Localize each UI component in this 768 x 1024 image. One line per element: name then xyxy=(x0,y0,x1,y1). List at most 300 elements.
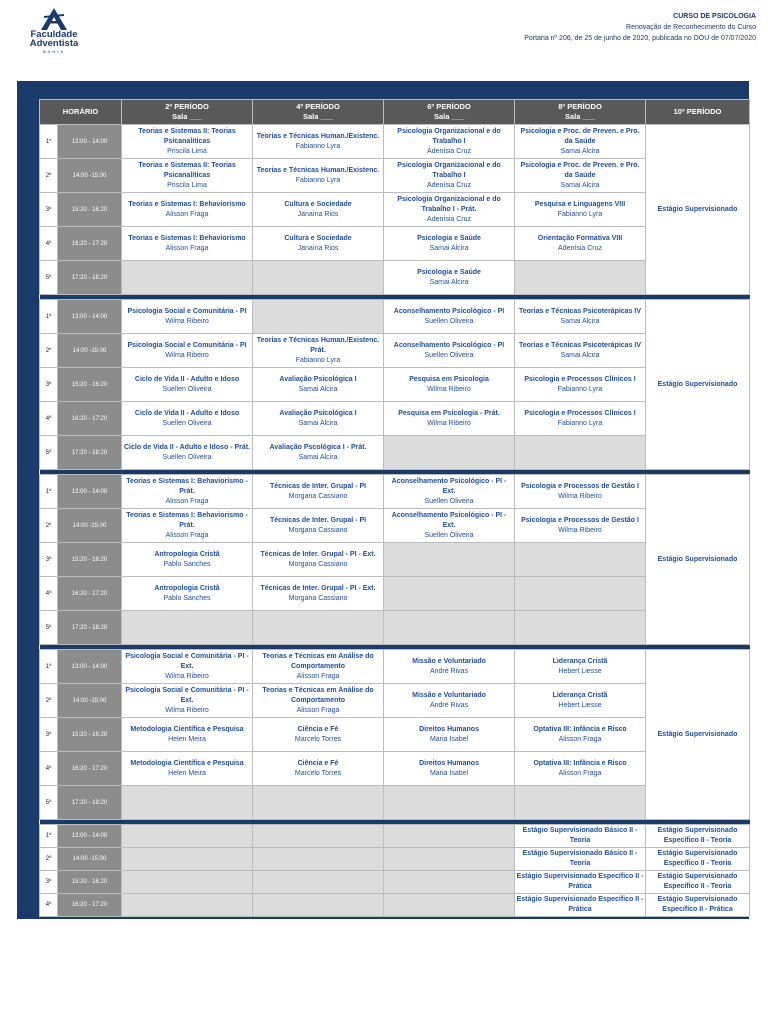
professor-name: Suellen Oliveira xyxy=(162,385,212,393)
course-name: Estágio Supervisionado Específico II - Prática xyxy=(516,896,644,913)
professor-name: Suellen Oliveira xyxy=(162,453,212,461)
professor-name: Fabianno Lyra xyxy=(295,356,341,364)
slot-time: 15:20 - 16:20 xyxy=(58,368,122,402)
class-cell xyxy=(384,475,515,509)
empty-slot xyxy=(253,300,384,334)
class-cell xyxy=(515,193,646,227)
schedule-top-bar xyxy=(17,81,749,99)
class-cell xyxy=(515,894,646,917)
professor-name: Marcelo Torres xyxy=(294,769,342,777)
slot-number: 4º xyxy=(40,227,58,261)
professor-name: Samai Alcira xyxy=(429,244,469,252)
internship-label: Estágio Supervisionado xyxy=(657,730,738,738)
professor-name: Samai Alcira xyxy=(560,181,600,189)
course-name: Ciclo de Vida II - Adulto e Idoso xyxy=(134,409,240,417)
schedule-row xyxy=(40,261,750,295)
professor-name: Morgana Cassiano xyxy=(288,594,348,602)
schedule-row xyxy=(40,752,750,786)
course-name: Psicologia Organizacional e do Trabalho I xyxy=(397,127,501,145)
slot-time: 15:20 - 16:20 xyxy=(58,718,122,752)
class-cell xyxy=(515,227,646,261)
empty-slot xyxy=(384,577,515,611)
slot-number: 2º xyxy=(40,159,58,193)
slot-number: 4º xyxy=(40,577,58,611)
empty-slot xyxy=(515,786,646,820)
course-name: Estágio Supervisionado Específico II - Teoria xyxy=(657,850,738,867)
schedule-row xyxy=(40,577,750,611)
course-name: Direitos Humanos xyxy=(419,725,479,733)
professor-name: Suellen Oliveira xyxy=(424,317,474,325)
course-name: Aconselhamento Psicológico - PI xyxy=(393,307,505,315)
course-name: Psicologia e Processos de Gestão I xyxy=(521,516,639,524)
empty-slot xyxy=(384,543,515,577)
slot-number: 1º xyxy=(40,125,58,159)
professor-name: Samai Alcira xyxy=(560,351,600,359)
schedule-row xyxy=(40,543,750,577)
course-name: Técnicas de Inter. Grupal - PI - Ext. xyxy=(260,584,376,592)
professor-name: Marcelo Torres xyxy=(294,735,342,743)
course-name: Antropologia Cristã xyxy=(154,550,220,558)
course-name: Estágio Supervisionado Específico II - Teoria xyxy=(657,827,738,844)
slot-number: 2º xyxy=(40,509,58,543)
empty-slot xyxy=(515,577,646,611)
professor-name: Suellen Oliveira xyxy=(162,419,212,427)
class-cell xyxy=(515,334,646,368)
class-cell xyxy=(253,543,384,577)
schedule-row xyxy=(40,159,750,193)
professor-name: Morgana Cassiano xyxy=(288,526,348,534)
course-name: Psicologia Social e Comunitária - PI xyxy=(127,341,247,349)
course-name: Ciência e Fé xyxy=(297,725,339,733)
course-name: Teorias e Técnicas em Análise do Comportamento xyxy=(262,652,374,670)
class-cell xyxy=(253,684,384,718)
professor-name: Fabianno Lyra xyxy=(557,385,603,393)
slot-time: 15:20 - 16:20 xyxy=(58,543,122,577)
class-cell xyxy=(253,752,384,786)
class-cell xyxy=(384,368,515,402)
schedule-row xyxy=(40,894,750,917)
class-cell xyxy=(122,436,253,470)
course-name: Psicologia e Processos Clínicos I xyxy=(524,375,636,383)
professor-name: Adenísia Cruz xyxy=(427,181,471,189)
class-cell xyxy=(253,125,384,159)
class-cell xyxy=(515,871,646,894)
empty-slot xyxy=(122,786,253,820)
schedule-row xyxy=(40,825,750,848)
slot-time: 13:00 - 14:00 xyxy=(58,475,122,509)
logo-line-1: Faculdade xyxy=(30,29,78,40)
empty-slot xyxy=(122,848,253,871)
slot-time: 17:20 - 18:20 xyxy=(58,261,122,295)
empty-slot xyxy=(253,611,384,645)
slot-time: 16:20 - 17:20 xyxy=(58,894,122,917)
class-cell xyxy=(384,300,515,334)
professor-name: Alisson Fraga xyxy=(558,735,602,743)
class-cell xyxy=(384,125,515,159)
class-cell xyxy=(515,125,646,159)
course-subtitle: Renovação de Reconhecimento do Curso xyxy=(626,24,756,31)
slot-number: 3º xyxy=(40,718,58,752)
professor-name: Samai Alcira xyxy=(429,278,469,286)
professor-name: Hebert Liesse xyxy=(558,701,602,709)
empty-slot xyxy=(515,436,646,470)
class-cell xyxy=(253,577,384,611)
course-title: CURSO DE PSICOLOGIA xyxy=(673,13,756,20)
schedule-row xyxy=(40,718,750,752)
slot-number: 1º xyxy=(40,475,58,509)
class-cell xyxy=(515,368,646,402)
class-cell xyxy=(515,509,646,543)
col-period-10: 10º PERÍODO xyxy=(646,100,750,125)
slot-number: 1º xyxy=(40,825,58,848)
class-cell xyxy=(515,159,646,193)
slot-number: 3º xyxy=(40,193,58,227)
course-name: Teorias e Técnicas Human./Existenc. xyxy=(256,132,380,140)
logo-mark-icon xyxy=(41,8,67,30)
empty-slot xyxy=(253,825,384,848)
course-name: Missão e Voluntariado xyxy=(412,691,486,699)
col-period-6: 6º PERÍODO Sala ___ xyxy=(384,100,515,125)
professor-name: Fabianno Lyra xyxy=(557,419,603,427)
class-cell xyxy=(122,193,253,227)
class-cell xyxy=(384,402,515,436)
professor-name: Wilma Ribeiro xyxy=(165,672,209,680)
class-cell xyxy=(253,193,384,227)
class-cell xyxy=(122,543,253,577)
slot-time: 13:00 - 14:00 xyxy=(58,825,122,848)
class-cell xyxy=(384,193,515,227)
empty-slot xyxy=(515,261,646,295)
class-cell xyxy=(122,300,253,334)
course-name: Estágio Supervisionado Básico II - Teoria xyxy=(522,850,638,867)
professor-name: Samai Alcira xyxy=(298,453,338,461)
professor-name: Adenísia Cruz xyxy=(427,215,471,223)
professor-name: Wilma Ribeiro xyxy=(165,351,209,359)
course-name: Aconselhamento Psicológico - PI - Ext. xyxy=(391,511,507,529)
class-cell xyxy=(253,718,384,752)
internship-label: Estágio Supervisionado xyxy=(657,205,738,213)
professor-name: Pablo Sanches xyxy=(163,560,211,568)
class-cell xyxy=(515,300,646,334)
slot-time: 13:00 - 14:00 xyxy=(58,300,122,334)
professor-name: André Rivas xyxy=(429,667,469,675)
course-name: Optativa III: Infância e Risco xyxy=(533,725,627,733)
class-cell xyxy=(384,334,515,368)
schedule-row xyxy=(40,475,750,509)
professor-name: Hebert Liesse xyxy=(558,667,602,675)
professor-name: Wilma Ribeiro xyxy=(427,385,471,393)
course-name: Cultura e Sociedade xyxy=(284,234,352,242)
course-name: Estágio Supervisionado Específico II - Prática xyxy=(657,896,738,913)
class-cell xyxy=(253,475,384,509)
professor-name: André Rivas xyxy=(429,701,469,709)
slot-time: 14:00 -15:00 xyxy=(58,848,122,871)
empty-slot xyxy=(384,611,515,645)
professor-name: Suellen Oliveira xyxy=(424,531,474,539)
empty-slot xyxy=(384,786,515,820)
course-name: Psicologia e Processos Clínicos I xyxy=(524,409,636,417)
slot-time: 16:20 - 17:20 xyxy=(58,402,122,436)
professor-name: Morgana Cassiano xyxy=(288,560,348,568)
class-cell xyxy=(515,825,646,848)
course-name: Orientação Formativa VIII xyxy=(537,234,623,242)
empty-slot xyxy=(122,894,253,917)
course-name: Pesquisa em Psicologia xyxy=(409,375,489,383)
professor-name: Maria Isabel xyxy=(429,735,469,743)
document-header xyxy=(524,11,756,44)
professor-name: Suellen Oliveira xyxy=(424,351,474,359)
class-cell xyxy=(384,752,515,786)
col-horario: HORÁRIO xyxy=(40,100,122,125)
slot-time: 14:00 -15:00 xyxy=(58,509,122,543)
schedule-row xyxy=(40,334,750,368)
empty-slot xyxy=(384,871,515,894)
course-name: Pesquisa em Psicologia - Prát. xyxy=(398,409,500,417)
slot-number: 3º xyxy=(40,368,58,402)
slot-time: 17:20 - 18:20 xyxy=(58,786,122,820)
professor-name: Priscila Lima xyxy=(167,181,207,189)
class-cell xyxy=(646,848,750,871)
course-name: Psicologia e Saúde xyxy=(417,234,481,242)
course-name: Cultura e Sociedade xyxy=(284,200,352,208)
course-name: Direitos Humanos xyxy=(419,759,479,767)
course-name: Estágio Supervisionado Específico II - Prática xyxy=(516,873,644,890)
professor-name: Suellen Oliveira xyxy=(424,497,474,505)
professor-name: Janaína Rios xyxy=(297,244,339,252)
slot-number: 5º xyxy=(40,786,58,820)
professor-name: Fabianno Lyra xyxy=(295,176,341,184)
class-cell xyxy=(515,684,646,718)
class-cell xyxy=(122,227,253,261)
course-name: Ciência e Fé xyxy=(297,759,339,767)
class-cell xyxy=(122,475,253,509)
course-name: Psicologia Social e Comunitária - PI - Ext. xyxy=(125,652,249,670)
logo xyxy=(18,8,90,60)
empty-slot xyxy=(253,786,384,820)
course-name: Teorias e Técnicas Human./Existenc. xyxy=(256,166,380,174)
internship-cell xyxy=(646,650,750,820)
schedule-row xyxy=(40,300,750,334)
empty-slot xyxy=(515,611,646,645)
professor-name: Wilma Ribeiro xyxy=(165,317,209,325)
class-cell xyxy=(253,650,384,684)
course-name: Psicologia Organizacional e do Trabalho I xyxy=(397,161,501,179)
slot-time: 13:00 - 14:00 xyxy=(58,125,122,159)
professor-name: Wilma Ribeiro xyxy=(558,526,602,534)
col-period-8: 8º PERÍODO Sala ___ xyxy=(515,100,646,125)
course-name: Estágio Supervisionado Básico II - Teoria xyxy=(522,827,638,844)
class-cell xyxy=(253,509,384,543)
slot-number: 5º xyxy=(40,436,58,470)
empty-slot xyxy=(122,871,253,894)
class-cell xyxy=(646,871,750,894)
course-name: Teorias e Técnicas em Análise do Comportamento xyxy=(262,686,374,704)
professor-name: Alisson Fraga xyxy=(165,531,209,539)
class-cell xyxy=(122,718,253,752)
slot-time: 16:20 - 17:20 xyxy=(58,752,122,786)
schedule-row xyxy=(40,125,750,159)
slot-time: 14:00 -15:00 xyxy=(58,334,122,368)
class-cell xyxy=(253,159,384,193)
schedule-row xyxy=(40,871,750,894)
course-name: Teorias e Sistemas I: Behaviorismo - Prát. xyxy=(126,477,248,495)
slot-time: 14:00 -15:00 xyxy=(58,684,122,718)
class-cell xyxy=(515,848,646,871)
slot-number: 2º xyxy=(40,848,58,871)
empty-slot xyxy=(122,825,253,848)
schedule-row xyxy=(40,368,750,402)
schedule-row xyxy=(40,848,750,871)
course-name: Teorias e Sistemas I: Behaviorismo xyxy=(128,234,246,242)
schedule-row xyxy=(40,509,750,543)
professor-name: Adenísia Cruz xyxy=(558,244,602,252)
professor-name: Janaína Rios xyxy=(297,210,339,218)
ordinance-text: Portaria nº 206, de 25 de junho de 2020, publicada no DOU de 07/07/2020 xyxy=(524,35,756,42)
course-name: Psicologia e Proc. de Preven. e Pro. da Saúde xyxy=(520,161,640,179)
slot-time: 17:20 - 18:20 xyxy=(58,436,122,470)
professor-name: Samai Alcira xyxy=(560,147,600,155)
class-cell xyxy=(253,436,384,470)
professor-name: Alisson Fraga xyxy=(165,210,209,218)
slot-number: 3º xyxy=(40,871,58,894)
slot-number: 2º xyxy=(40,334,58,368)
professor-name: Wilma Ribeiro xyxy=(165,706,209,714)
slot-number: 4º xyxy=(40,894,58,917)
empty-slot xyxy=(253,261,384,295)
course-name: Missão e Voluntariado xyxy=(412,657,486,665)
course-name: Ciclo de Vida II - Adulto e Idoso xyxy=(134,375,240,383)
class-cell xyxy=(515,718,646,752)
course-name: Aconselhamento Psicológico - PI xyxy=(393,341,505,349)
schedule-row xyxy=(40,402,750,436)
course-name: Técnicas de Inter. Grupal - PI xyxy=(269,516,367,524)
schedule-row xyxy=(40,684,750,718)
class-cell xyxy=(515,752,646,786)
class-cell xyxy=(515,650,646,684)
course-name: Psicologia Social e Comunitária - PI xyxy=(127,307,247,315)
slot-time: 16:20 - 17:20 xyxy=(58,227,122,261)
header-row xyxy=(40,100,750,125)
professor-name: Alisson Fraga xyxy=(296,672,340,680)
class-cell xyxy=(253,334,384,368)
slot-time: 14:00 -15:00 xyxy=(58,159,122,193)
class-cell xyxy=(122,752,253,786)
schedule-frame xyxy=(17,81,749,919)
professor-name: Morgana Cassiano xyxy=(288,492,348,500)
empty-slot xyxy=(515,543,646,577)
schedule-row xyxy=(40,227,750,261)
logo-line-2: Adventista xyxy=(29,38,79,49)
internship-cell xyxy=(646,125,750,295)
empty-slot xyxy=(384,825,515,848)
course-name: Teorias e Sistemas I: Behaviorismo - Prát. xyxy=(126,511,248,529)
professor-name: Priscila Lima xyxy=(167,147,207,155)
class-cell xyxy=(515,475,646,509)
internship-cell xyxy=(646,300,750,470)
course-name: Estágio Supervisionado Específico II - Teoria xyxy=(657,873,738,890)
class-cell xyxy=(122,159,253,193)
schedule-row xyxy=(40,786,750,820)
course-name: Psicologia e Saúde xyxy=(417,268,481,276)
course-name: Liderança Cristã xyxy=(552,691,608,699)
professor-name: Helen Meira xyxy=(168,769,206,777)
course-name: Teorias e Sistemas II: Teorias Psicanalíticas xyxy=(138,161,236,179)
class-cell xyxy=(122,577,253,611)
course-name: Psicologia Organizacional e do Trabalho I - Prát. xyxy=(397,195,501,213)
schedule-table xyxy=(39,99,750,917)
slot-number: 4º xyxy=(40,402,58,436)
empty-slot xyxy=(384,436,515,470)
class-cell xyxy=(384,718,515,752)
professor-name: Samai Alcira xyxy=(560,317,600,325)
class-cell xyxy=(384,227,515,261)
class-cell xyxy=(515,402,646,436)
professor-name: Alisson Fraga xyxy=(296,706,340,714)
course-name: Metodologia Científica e Pesquisa xyxy=(130,759,244,767)
professor-name: Alisson Fraga xyxy=(165,497,209,505)
course-name: Teorias e Sistemas I: Behaviorismo xyxy=(128,200,246,208)
professor-name: Samai Alcira xyxy=(298,419,338,427)
internship-label: Estágio Supervisionado xyxy=(657,555,738,563)
class-cell xyxy=(122,684,253,718)
class-cell xyxy=(253,227,384,261)
slot-number: 1º xyxy=(40,650,58,684)
class-cell xyxy=(384,650,515,684)
course-name: Teorias e Técnicas Psicoterápicas IV xyxy=(518,307,642,315)
class-cell xyxy=(646,894,750,917)
schedule-row xyxy=(40,193,750,227)
course-name: Avaliação Psicológica I xyxy=(279,375,357,383)
slot-time: 15:20 - 16:20 xyxy=(58,193,122,227)
professor-name: Fabianno Lyra xyxy=(295,142,341,150)
course-name: Optativa III: Infância e Risco xyxy=(533,759,627,767)
class-cell xyxy=(384,261,515,295)
class-cell xyxy=(122,650,253,684)
class-cell xyxy=(122,125,253,159)
slot-time: 17:20 - 18:20 xyxy=(58,611,122,645)
empty-slot xyxy=(384,848,515,871)
slot-number: 1º xyxy=(40,300,58,334)
empty-slot xyxy=(253,848,384,871)
logo-line-3: BAHIA xyxy=(42,49,65,54)
class-cell xyxy=(122,509,253,543)
empty-slot xyxy=(122,261,253,295)
schedule-body xyxy=(40,125,750,917)
empty-slot xyxy=(122,611,253,645)
class-cell xyxy=(122,368,253,402)
course-name: Teorias e Sistemas II: Teorias Psicanalíticas xyxy=(138,127,236,145)
course-name: Psicologia e Processos de Gestão I xyxy=(521,482,639,490)
class-cell xyxy=(122,402,253,436)
professor-name: Alisson Fraga xyxy=(558,769,602,777)
professor-name: Fabianno Lyra xyxy=(557,210,603,218)
internship-cell xyxy=(646,475,750,645)
schedule-row xyxy=(40,611,750,645)
professor-name: Adenísia Cruz xyxy=(427,147,471,155)
course-name: Teorias e Técnicas Human./Existenc. Prát. xyxy=(256,336,380,354)
class-cell xyxy=(384,159,515,193)
empty-slot xyxy=(384,894,515,917)
course-name: Liderança Cristã xyxy=(552,657,608,665)
schedule-row xyxy=(40,650,750,684)
class-cell xyxy=(122,334,253,368)
professor-name: Maria Isabel xyxy=(429,769,469,777)
course-name: Técnicas de Inter. Grupal - PI - Ext. xyxy=(260,550,376,558)
class-cell xyxy=(384,509,515,543)
professor-name: Wilma Ribeiro xyxy=(427,419,471,427)
class-cell xyxy=(384,684,515,718)
slot-number: 3º xyxy=(40,543,58,577)
